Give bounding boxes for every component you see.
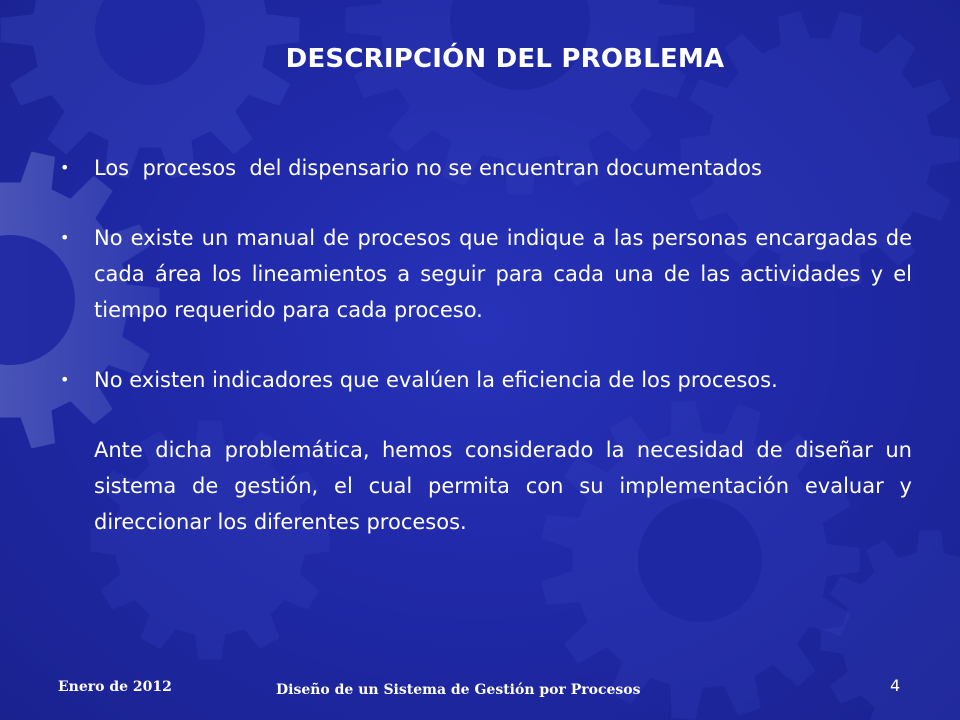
bullet-text: Los procesos del dispensario no se encuentran documentados <box>94 156 762 180</box>
bullet-marker: • <box>60 158 70 177</box>
bullet-item <box>60 362 912 398</box>
bullet-marker: • <box>60 228 70 247</box>
page-number: 4 <box>890 676 901 695</box>
conclusion-paragraph: Ante dicha problemática, hemos considerado la necesidad de diseñar un sistema de gestión, el cual permita con su implementación evaluar y direccionar los diferentes procesos. <box>94 438 912 534</box>
bullet-item <box>60 150 912 186</box>
bullet-text: No existen indicadores que evalúen la eficiencia de los procesos. <box>94 368 778 392</box>
bullet-list <box>60 150 912 540</box>
bullet-item <box>60 220 912 328</box>
slide-title: DESCRIPCIÓN DEL PROBLEMA <box>285 44 725 74</box>
footer-title: Diseño de un Sistema de Gestión por Procesos <box>276 682 641 698</box>
footer-date: Enero de 2012 <box>58 679 172 695</box>
bullet-text: No existe un manual de procesos que indique a las personas encargadas de cada área los lineamientos a seguir para cada una de las actividades y el tiempo requerido para cada proceso. <box>94 226 912 322</box>
bullet-marker: • <box>60 370 70 389</box>
